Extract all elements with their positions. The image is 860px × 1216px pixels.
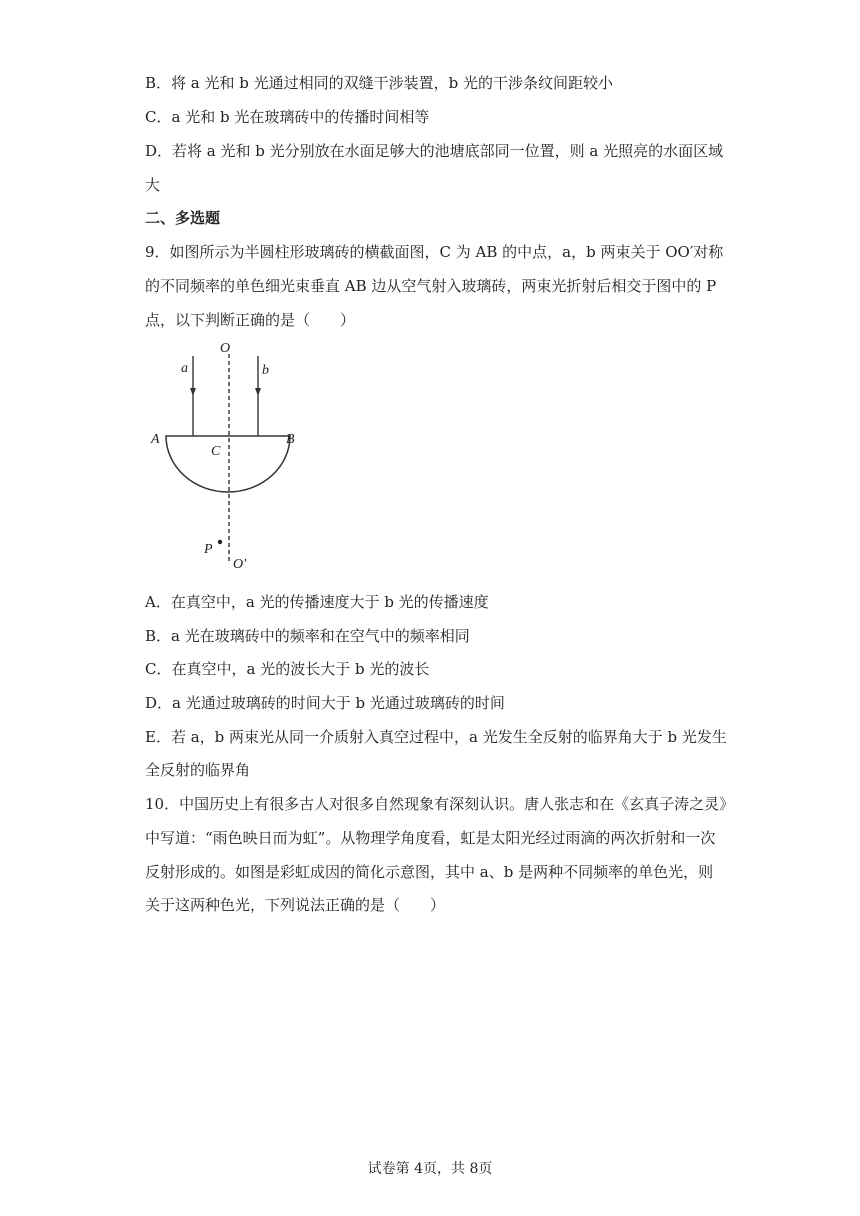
label-point-b: B (286, 432, 295, 447)
q8-option-c: C．a 光和 b 光在玻璃砖中的传播时间相等 (145, 108, 430, 126)
q9-option-b: B．a 光在玻璃砖中的频率和在空气中的频率相同 (145, 627, 470, 645)
q10-stem-line1: 10．中国历史上有很多古人对很多自然现象有深刻认识。唐人张志和在《玄真子涛之灵》 (145, 795, 735, 813)
page-footer: 试卷第 4页，共 8页 (367, 1161, 493, 1177)
q8-option-d-line2: 大 (145, 176, 161, 194)
q10-stem-line3: 反射形成的。如图是彩虹成因的简化示意图，其中 a、b 是两种不同频率的单色光，则 (145, 863, 714, 881)
q9-option-d: D．a 光通过玻璃砖的时间大于 b 光通过玻璃砖的时间 (145, 694, 505, 712)
q9-option-e-line2: 全反射的临界角 (145, 761, 251, 779)
label-point-c: C (211, 444, 221, 459)
semicircle-glass-block (166, 436, 290, 492)
label-b: b (262, 363, 269, 378)
label-point-a: A (151, 432, 160, 447)
label-o: O (220, 341, 231, 356)
q9-option-a: A．在真空中，a 光的传播速度大于 b 光的传播速度 (145, 593, 489, 611)
section-heading-multi-choice: 二、多选题 (145, 209, 221, 227)
label-point-p: P (204, 542, 213, 557)
q8-option-b: B．将 a 光和 b 光通过相同的双缝干涉装置，b 光的干涉条纹间距较小 (145, 74, 614, 92)
q9-stem-line3: 点，以下判断正确的是（ ） (145, 311, 356, 329)
q9-stem-line2: 的不同频率的单色细光束垂直 AB 边从空气射入玻璃砖，两束光折射后相交于图中的 P (145, 277, 717, 295)
q9-figure-semicircle-glass (140, 336, 320, 576)
q8-option-d-line1: D．若将 a 光和 b 光分别放在水面足够大的池塘底部同一位置，则 a 光照亮的水面区域 (145, 142, 724, 160)
point-p (218, 540, 222, 544)
label-a: a (181, 361, 188, 376)
ray-a-arrow (190, 388, 196, 396)
label-o-prime: O′ (233, 557, 247, 572)
q9-option-e-line1: E．若 a，b 两束光从同一介质射入真空过程中，a 光发生全反射的临界角大于 b 光发生 (145, 728, 727, 746)
q9-stem-line1: 9．如图所示为半圆柱形玻璃砖的横截面图，C 为 AB 的中点，a，b 两束关于 OO′对称 (145, 243, 724, 261)
q10-stem-line2: 中写道：“雨色映日而为虹”。从物理学角度看，虹是太阳光经过雨滴的两次折射和一次 (145, 829, 716, 847)
q9-option-c: C．在真空中，a 光的波长大于 b 光的波长 (145, 660, 430, 678)
q10-stem-line4: 关于这两种色光，下列说法正确的是（ ） (145, 896, 446, 914)
ray-b-arrow (255, 388, 261, 396)
